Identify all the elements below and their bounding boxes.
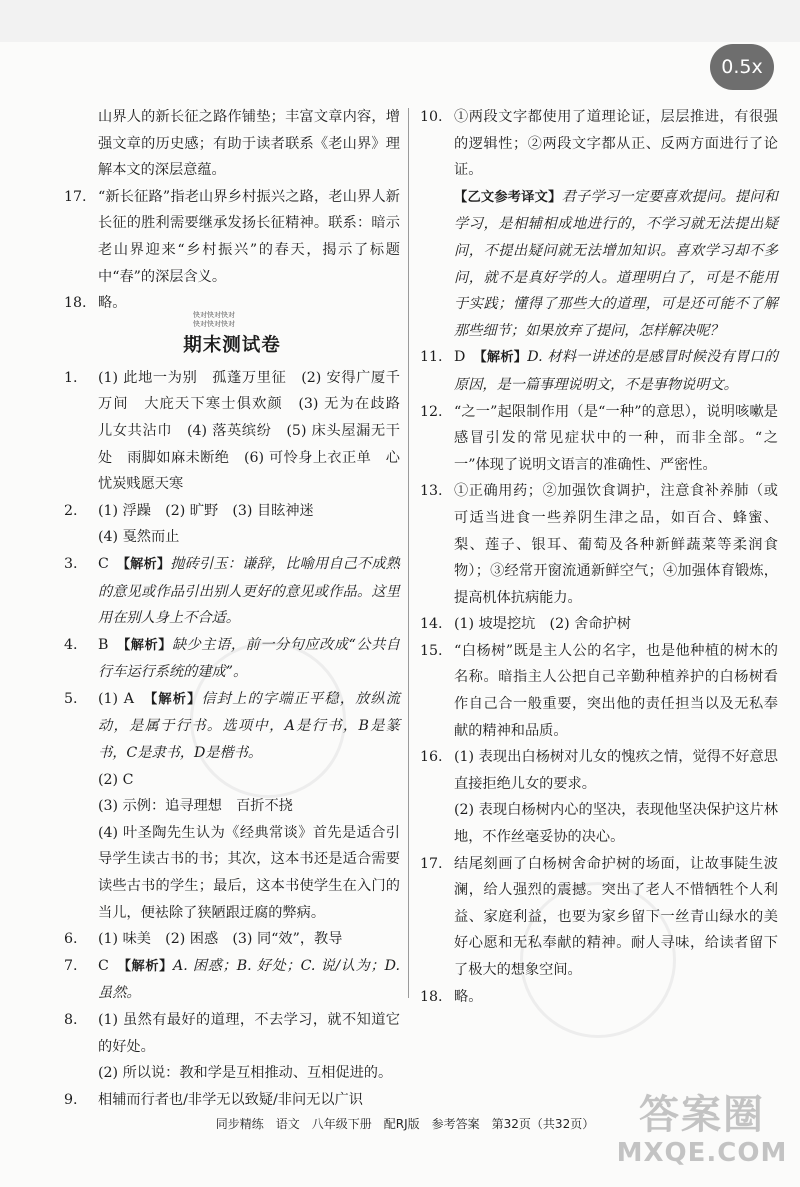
answer-10 [420, 104, 778, 184]
answer-text: (1) 坡堤挖坑 (2) 舍命护树 [454, 616, 631, 633]
answer-16 [420, 744, 778, 797]
item-number: 1. [64, 369, 78, 386]
answer-4 [64, 632, 400, 686]
answer-8 [64, 1007, 400, 1060]
answer-text: “新长征路”指老山界乡村振兴之路，老山界人新长征的胜利需要继承发扬长征精神。联系：暗示老山界迎来“乡村振兴”的春天，揭示了标题中“春”的深层含义。 [98, 188, 400, 285]
page-footer: 同步精练 语文 八年级下册 配RJ版 参考答案 第32页（共32页） [215, 1117, 595, 1131]
answer-8-line2: (2) 所以说：教和学是互相推动、互相促进的。 [98, 1065, 393, 1082]
item-number: 18. [64, 295, 87, 312]
answer-11 [420, 344, 778, 398]
answer-1 [64, 365, 400, 498]
answer-text: ①正确用药；②加强饮食调护，注意食补养肺（或可适当进食一些养阴生津之品，如百合、蜂蜜、梨、莲子、银耳、葡萄及各种新鲜蔬菜等柔润食物）；③经常开窗流通新鲜空气；④加强体育锻炼，提高机体抗病能力。 [454, 483, 778, 606]
item-number: 17. [64, 188, 87, 205]
answer-14 [420, 611, 778, 638]
answer-text: (1) 味美 (2) 困惑 (3) 同“效”，教导 [98, 931, 343, 948]
item-number: 4. [64, 636, 78, 653]
analysis-text: 抛砖引玉：谦辞，比喻用自己不成熟的意见或作品引出别人更好的意见或作品。这里用在别人身上不合适。 [98, 555, 400, 627]
right-column [420, 104, 778, 1010]
answer-text: ①两段文字都使用了道理论证，层层推进，有很强的逻辑性；②两段文字都从正、反两方面进行了论证。 [454, 109, 778, 179]
answer-text: 结尾刻画了白杨树舍命护树的场面，让故事陡生波澜，给人强烈的震撼。突出了老人不惜牺牲个人利益、家庭利益，也要为家乡留下一丝青山绿水的美好心愿和无私奉献的精神。耐人寻味，给读者留下了极大的想象空间。 [454, 855, 778, 978]
answer-17 [64, 184, 400, 290]
answer-choice: C [98, 555, 124, 572]
watermark-logo: 答案圈 [639, 1092, 765, 1138]
analysis-text: 缺少主语，前一分句应改成“公共自行车运行系统的建成”。 [98, 636, 400, 681]
item-number: 6. [64, 931, 78, 948]
item-number: 5. [64, 690, 78, 707]
item-number: 11. [420, 349, 443, 366]
item-number: 9. [64, 1091, 78, 1108]
zoom-level-button[interactable]: 0.5x [710, 44, 774, 90]
answer-text: “之一”起限制作用（是“一种”的意思），说明咳嗽是感冒引发的常见症状中的一种，而非全部。“之一”体现了说明文语言的准确性、严密性。 [454, 403, 778, 473]
analysis-text: 信封上的字端正平稳，放纵流动，是属于行书。选项中，A是行书，B是篆书，C是隶书，D是楷书。 [98, 690, 400, 762]
analysis-tag: 【解析】 [124, 958, 173, 974]
item-number: 8. [64, 1012, 78, 1028]
answer-text: 略。 [98, 295, 127, 312]
kuaidui-stamp: 快对快对快对 快对快对快对 [193, 310, 235, 328]
section-title: 期末测试卷 [183, 334, 281, 356]
translation-text: 君子学习一定要喜欢提问。提问和学习，是相辅相成地进行的，不学习就无法提出疑问，不提出疑问就无法增加知识。喜欢学习却不多问，就不是真好学的人。道理明白了，可是不能用于实践；懂得了那些大的道理，可是还可能不了解那些细节；如果放弃了提问，怎样解决呢？ [454, 188, 778, 339]
answer-9 [64, 1087, 400, 1114]
answer-17 [420, 851, 778, 984]
answer-15 [420, 638, 778, 744]
answer-choice: B [98, 636, 124, 653]
analysis-text: D. 材料一讲述的是感冒时候没有胃口的原因，是一篇事理说明文，不是事物说明文。 [454, 349, 779, 393]
answer-text: 相辅而行者也/非学无以致疑/非问无以广识 [98, 1091, 363, 1108]
answer-5-part3: (3) 示例：追寻理想 百折不挠 [98, 798, 293, 815]
item-number: 16. [420, 749, 443, 766]
answer-text: (1) 浮躁 (2) 旷野 (3) 目眩神迷 [98, 502, 314, 519]
answer-choice: D [454, 349, 481, 366]
site-watermark [612, 1092, 792, 1180]
item-number: 7. [64, 957, 78, 974]
answer-choice: C [98, 957, 125, 974]
watermark-site: MXQE.COM [616, 1138, 788, 1168]
item-number: 12. [420, 403, 443, 420]
item-number: 15. [420, 642, 443, 659]
answer-13 [420, 478, 778, 611]
answer-choice: (1) A [98, 690, 151, 707]
column-divider [408, 108, 409, 998]
answer-text: “白杨树”既是主人公的名字，也是他种植的树木的名称。暗指主人公把自己辛勤种植养护的白杨树看作自己合一般重要，突出他的责任担当以及无私奉献的精神和品质。 [454, 642, 778, 739]
item-number: 2. [64, 502, 78, 519]
answer-16-continuation: 山界人的新长征之路作铺垫；丰富文章内容，增强文章的历史感；有助于读者联系《老山界》理解本文的深层意蕴。 [98, 109, 400, 179]
answer-2 [64, 498, 400, 525]
viewer-top-bar [0, 0, 800, 43]
analysis-tag: 【解析】 [123, 556, 171, 572]
reference-translation [420, 184, 778, 345]
answer-text: (1) 虽然有最好的道理，不去学习，就不知道它的好处。 [98, 1012, 400, 1055]
item-number: 17. [420, 855, 443, 872]
answer-12 [420, 399, 778, 479]
answer-text: (1) 此地一为别 孤蓬万里征 (2) 安得广厦千万间 大庇天下寒士俱欢颜 (3) 无为在歧路 儿女共沾巾 (4) 落英缤纷 (5) 床头屋漏无干处 雨脚如麻未断绝 (6) 可怜身上衣正单 心忧炭贱愿天寒 [98, 369, 400, 493]
answer-6 [64, 926, 400, 953]
item-number: 10. [420, 109, 443, 125]
item-number: 3. [64, 555, 78, 572]
answer-text: (1) 表现出白杨树对儿女的愧疚之情，觉得不好意思直接拒绝儿女的要求。 [454, 749, 778, 792]
item-number: 18. [420, 988, 443, 1005]
answer-5-part4: (4) 叶圣陶先生认为《经典常谈》首先是适合引导学生读古书的书；其次，这本书还是适合需要读些古书的学生；最后，这本书使学生在入门的当儿，便袪除了狭陋跟迂腐的弊病。 [98, 824, 400, 921]
answer-5-part2: (2) C [98, 771, 134, 788]
left-column [64, 104, 400, 1113]
item-number: 13. [420, 483, 443, 500]
answer-5 [64, 686, 400, 767]
answer-7 [64, 953, 400, 1007]
answer-16-part2: (2) 表现白杨树内心的坚决，表现他坚决保护这片林地，不作丝毫妥协的决心。 [454, 802, 778, 846]
analysis-text: A. 困惑；B. 好处；C. 说/认为；D. 虽然。 [98, 957, 401, 1002]
item-number: 14. [420, 616, 443, 633]
answer-text: 略。 [454, 988, 483, 1005]
answer-3 [64, 551, 400, 632]
analysis-tag: 【解析】 [150, 691, 202, 707]
translation-tag: 【乙文参考译文】 [454, 189, 562, 205]
answer-2-line2: (4) 戛然而止 [98, 529, 180, 546]
analysis-tag: 【解析】 [480, 350, 528, 366]
answer-18 [420, 984, 778, 1011]
analysis-tag: 【解析】 [123, 637, 172, 653]
